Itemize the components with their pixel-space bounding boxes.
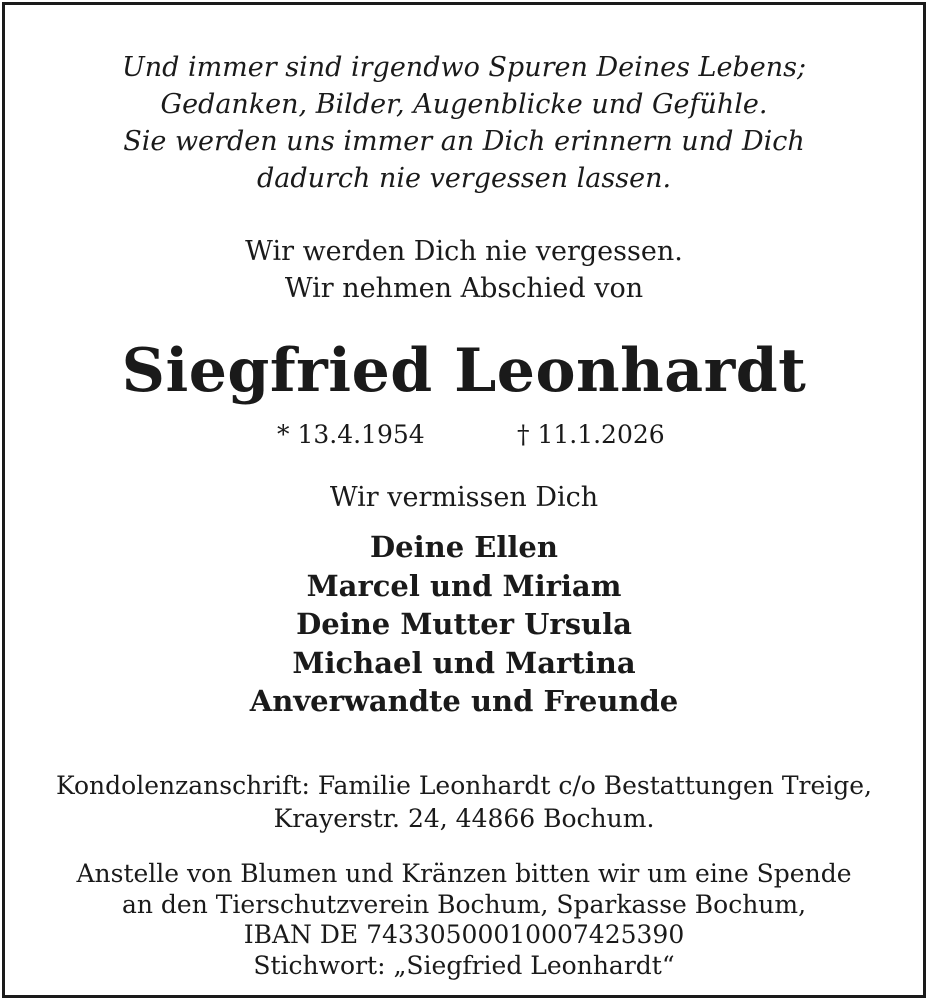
mourner-1: Deine Ellen: [370, 530, 558, 564]
life-dates: [5, 417, 923, 453]
verse-line-3: Sie werden uns immer an Dich erinnern und Dich: [123, 126, 805, 157]
farewell-intro: [5, 233, 923, 307]
miss-line: Wir vermissen Dich: [329, 482, 599, 513]
verse-line-4: dadurch nie vergessen lassen.: [256, 163, 672, 194]
donation-keyword: Stichwort: „Siegfried Leonhardt“: [253, 950, 675, 980]
condolence-address: [5, 769, 923, 835]
mourners-list: [5, 528, 923, 721]
mourner-3: Deine Mutter Ursula: [296, 607, 632, 641]
address-line-2: Krayerstr. 24, 44866 Bochum.: [273, 804, 655, 833]
memorial-verse: [5, 49, 923, 197]
verse-line-2: Gedanken, Bilder, Augenblicke und Gefühle.: [160, 89, 768, 120]
obituary-notice: [2, 2, 926, 998]
donation-iban: IBAN DE 74330500010007425390: [243, 920, 685, 949]
address-line-1: Kondolenzanschrift: Familie Leonhardt c/o Bestattungen Treige,: [56, 771, 872, 800]
mourner-4: Michael und Martina: [292, 645, 636, 680]
mourner-2: Marcel und Miriam: [306, 568, 622, 603]
donation-line-1: Anstelle von Blumen und Kränzen bitten wir um eine Spende: [76, 859, 852, 888]
donation-line-2: an den Tierschutzverein Bochum, Sparkasse Bochum,: [121, 889, 807, 919]
death-date: † 11.1.2026: [517, 420, 665, 449]
mourner-5: Anverwandte und Freunde: [249, 684, 679, 718]
deceased-name: Siegfried Leonhardt: [121, 336, 807, 406]
birth-date: * 13.4.1954: [277, 420, 425, 449]
intro-line-1: Wir werden Dich nie vergessen.: [245, 236, 683, 267]
donation-request: [5, 859, 923, 981]
intro-line-2: Wir nehmen Abschied von: [284, 273, 644, 304]
verse-line-1: Und immer sind irgendwo Spuren Deines Lebens;: [121, 52, 807, 83]
